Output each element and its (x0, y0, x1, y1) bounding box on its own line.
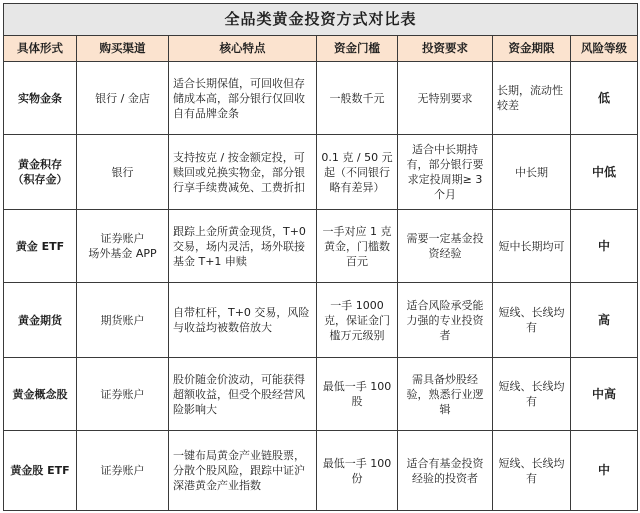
cell-requirement: 适合有基金投资经验的投资者 (398, 431, 493, 511)
table-row (4, 283, 638, 358)
table-row (4, 358, 638, 431)
cell-features: 跟踪上金所黄金现货，T+0 交易，场内灵活，场外联接基金 T+1 申赎 (169, 210, 317, 283)
header-threshold: 资金门槛 (317, 36, 398, 62)
header-row (4, 36, 638, 62)
cell-form: 黄金 ETF (4, 210, 77, 283)
comparison-table (3, 3, 638, 511)
cell-form: 黄金期货 (4, 283, 77, 358)
cell-features: 股价随金价波动，可能获得超额收益，但受个股经营风险影响大 (169, 358, 317, 431)
cell-term: 短中长期均可 (493, 210, 571, 283)
table-row (4, 135, 638, 210)
header-requirement: 投资要求 (398, 36, 493, 62)
cell-channel: 银行 / 金店 (77, 62, 169, 135)
table-title: 全品类黄金投资方式对比表 (4, 4, 638, 36)
cell-features: 一键布局黄金产业链股票，分散个股风险，跟踪中证沪深港黄金产业指数 (169, 431, 317, 511)
header-features: 核心特点 (169, 36, 317, 62)
cell-requirement: 无特别要求 (398, 62, 493, 135)
cell-risk: 中低 (571, 135, 638, 210)
cell-form: 黄金积存（积存金） (4, 135, 77, 210)
cell-requirement: 适合中长期持有，部分银行要求定投周期≥ 3 个月 (398, 135, 493, 210)
cell-features: 自带杠杆，T+0 交易，风险与收益均被数倍放大 (169, 283, 317, 358)
cell-features: 适合长期保值，可回收但存储成本高，部分银行仅回收自有品牌金条 (169, 62, 317, 135)
cell-threshold: 最低一手 100 份 (317, 431, 398, 511)
cell-channel: 证券账户 (77, 431, 169, 511)
cell-form: 黄金概念股 (4, 358, 77, 431)
cell-term: 中长期 (493, 135, 571, 210)
cell-form: 黄金股 ETF (4, 431, 77, 511)
cell-requirement: 需具备炒股经验，熟悉行业逻辑 (398, 358, 493, 431)
cell-term: 长期，流动性较差 (493, 62, 571, 135)
header-risk: 风险等级 (571, 36, 638, 62)
cell-risk: 中 (571, 210, 638, 283)
cell-form: 实物金条 (4, 62, 77, 135)
table-row (4, 62, 638, 135)
cell-threshold: 0.1 克 / 50 元起（不同银行略有差异） (317, 135, 398, 210)
cell-term: 短线、长线均有 (493, 283, 571, 358)
header-channel: 购买渠道 (77, 36, 169, 62)
cell-term: 短线、长线均有 (493, 431, 571, 511)
header-form: 具体形式 (4, 36, 77, 62)
table-row (4, 210, 638, 283)
cell-risk: 中 (571, 431, 638, 511)
cell-threshold: 最低一手 100 股 (317, 358, 398, 431)
cell-requirement: 需要一定基金投资经验 (398, 210, 493, 283)
cell-risk: 低 (571, 62, 638, 135)
cell-risk: 高 (571, 283, 638, 358)
cell-channel: 证券账户 场外基金 APP (77, 210, 169, 283)
cell-risk: 中高 (571, 358, 638, 431)
table-row (4, 431, 638, 511)
cell-channel: 证券账户 (77, 358, 169, 431)
cell-requirement: 适合风险承受能力强的专业投资者 (398, 283, 493, 358)
title-row (4, 4, 638, 36)
cell-threshold: 一般数千元 (317, 62, 398, 135)
cell-features: 支持按克 / 按金额定投，可赎回或兑换实物金，部分银行享手续费减免、工费折扣 (169, 135, 317, 210)
cell-term: 短线、长线均有 (493, 358, 571, 431)
cell-channel: 银行 (77, 135, 169, 210)
cell-threshold: 一手对应 1 克黄金，门槛数百元 (317, 210, 398, 283)
cell-threshold: 一手 1000 克，保证金门槛万元级别 (317, 283, 398, 358)
header-term: 资金期限 (493, 36, 571, 62)
cell-channel: 期货账户 (77, 283, 169, 358)
